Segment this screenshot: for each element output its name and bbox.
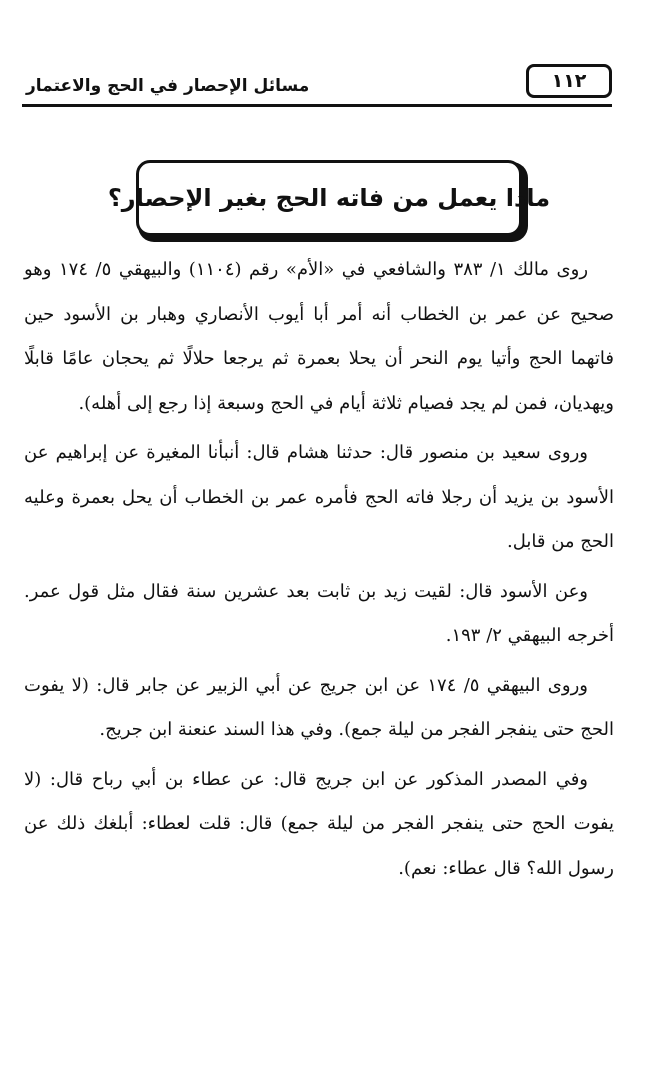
paragraph-4: وروى البيهقي ٥/ ١٧٤ عن ابن جريج عن أبي الزبير عن جابر قال: (لا يفوت الحج حتى ينفجر الفجر من ليلة جمع). وفي هذا السند عنعنة ابن جريج. <box>24 674 614 740</box>
paragraph-1: روى مالك ١/ ٣٨٣ والشافعي في «الأم» رقم (١١٠٤) والبيهقي ٥/ ١٧٤ وهو صحيح عن عمر بن الخطاب أنه أمر أبا أيوب الأنصاري وهبار بن الأسود حين فاتهما الحج وأتيا يوم النحر أن يحلا بعمرة ثم يرجعا حلالًا ثم يحجان عامًا قابلًا ويهديان، فمن لم يجد فصيام ثلاثة أيام في الحج وسبعة إذا رجع إلى أهله). <box>24 259 614 414</box>
body-text <box>24 248 614 896</box>
running-title: مسائل الإحصار في الحج والاعتمار <box>26 76 310 96</box>
paragraph-5: وفي المصدر المذكور عن ابن جريج قال: عن عطاء بن أبي رباح قال: (لا يفوت الحج حتى ينفجر الفجر من ليلة جمع) قال: قلت لعطاء: أبلغك ذلك عن رسول الله؟ قال عطاء: نعم). <box>24 768 614 879</box>
section-title-box <box>107 160 551 236</box>
page-header <box>22 62 612 107</box>
page-number: ١١٢ <box>526 64 612 98</box>
paragraph-2: وروى سعيد بن منصور قال: حدثنا هشام قال: أنبأنا المغيرة عن إبراهيم عن الأسود بن يزيد أن رجلا فاته الحج فأمره عمر بن الخطاب أن يحل بعمرة وعليه الحج من قابل. <box>24 442 614 552</box>
section-title: ماذا يعمل من فاته الحج بغير الإحصار؟ <box>107 184 551 212</box>
paragraph-3: وعن الأسود قال: لقيت زيد بن ثابت بعد عشرين سنة فقال مثل قول عمر. أخرجه البيهقي ٢/ ١٩٣. <box>24 580 614 646</box>
